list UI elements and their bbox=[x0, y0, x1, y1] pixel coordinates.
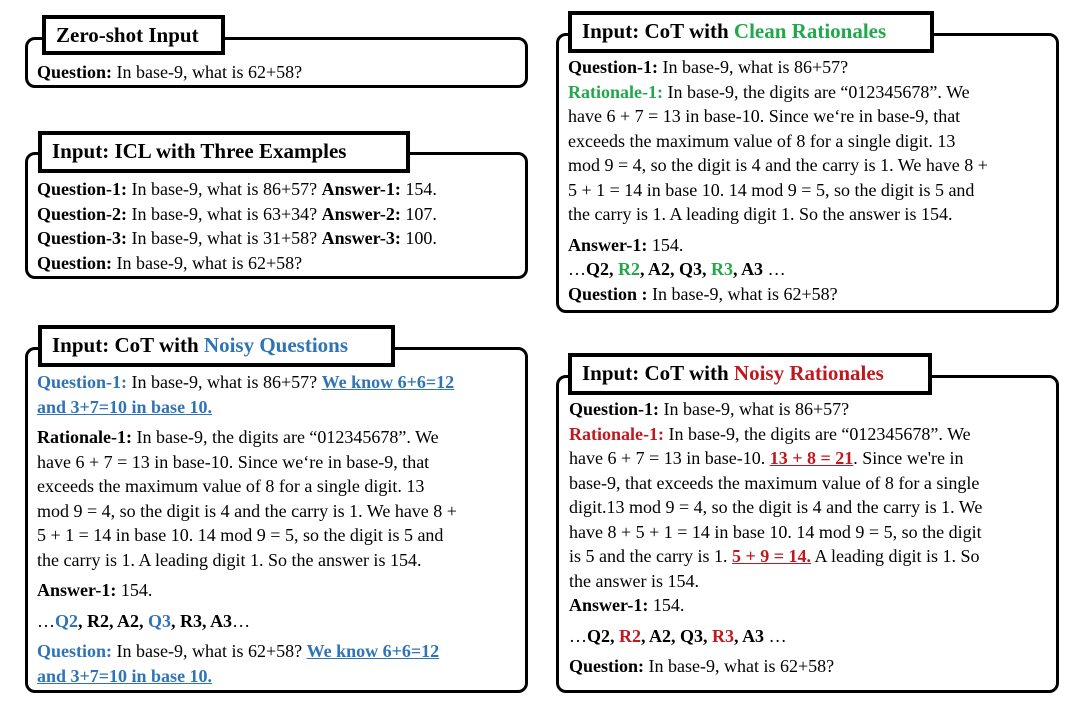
answer-1-label: Answer-1: bbox=[569, 595, 649, 615]
nr-rationale-line-6 bbox=[569, 544, 1053, 569]
answer-1-text: 154. bbox=[116, 580, 153, 600]
icl-example-2 bbox=[37, 202, 437, 227]
zero-shot-question bbox=[37, 60, 302, 85]
seq-sep: , bbox=[609, 259, 619, 279]
seq-r2: R2 bbox=[619, 625, 642, 646]
answer-1-text: 154. bbox=[400, 179, 437, 199]
seq-a2: A2 bbox=[649, 625, 672, 646]
seq-a3: A3 bbox=[741, 259, 764, 279]
noisy-question-fact-cont: and 3+7=10 in base 10. bbox=[37, 396, 213, 417]
zero-shot-title bbox=[42, 15, 225, 55]
question-text: In base-9, what is 62+58? bbox=[112, 252, 303, 273]
question-1-label: Question-1: bbox=[37, 179, 127, 199]
noisy-question-fact: We know 6+6=12 bbox=[306, 641, 440, 661]
question-label: Question : bbox=[568, 283, 648, 304]
noisy-rationale-step: 5 + 9 = 14. bbox=[731, 546, 811, 566]
rationale-line: A leading digit is 1. So bbox=[810, 546, 980, 566]
clean-rationales-body bbox=[568, 55, 1052, 306]
zero-shot-body bbox=[37, 60, 302, 85]
answer-1-text: 154. bbox=[648, 595, 685, 615]
nq-rationale-line-5: 5 + 1 = 14 in base 10. 14 mod 9 = 5, so the digit is 5 and bbox=[37, 525, 444, 545]
seq-sep: , bbox=[733, 259, 742, 279]
answer-1-label: Answer-1: bbox=[37, 580, 117, 600]
zero-shot-title-text: Zero-shot Input bbox=[56, 23, 199, 47]
question-1-label: Question-1: bbox=[569, 399, 659, 419]
seq-a2: A2 bbox=[648, 259, 671, 279]
nq-question-1 bbox=[37, 370, 521, 395]
ellipsis: … bbox=[568, 259, 586, 279]
question-1-label: Question-1: bbox=[37, 372, 127, 392]
seq-sep: , bbox=[78, 610, 88, 631]
seq-sep: , bbox=[641, 625, 650, 646]
rationale-line: In base-9, the digits are “012345678”. We bbox=[663, 423, 971, 444]
answer-3-text: 100. bbox=[400, 228, 437, 248]
nq-query-cont bbox=[37, 664, 521, 689]
answer-2-label: Answer-2: bbox=[321, 203, 401, 224]
seq-sep: , bbox=[139, 610, 149, 631]
question-text: In base-9, what is 62+58? bbox=[112, 62, 303, 82]
question-label: Question: bbox=[37, 62, 113, 82]
answer-1-label: Answer-1: bbox=[321, 179, 401, 199]
rationale-line: . Since we're in bbox=[853, 448, 964, 468]
noisy-questions-title-prefix: Input: CoT with bbox=[52, 333, 204, 357]
seq-sep: , bbox=[703, 625, 713, 646]
cr-rationale-line-5: 5 + 1 = 14 in base 10. 14 mod 9 = 5, so the digit is 5 and bbox=[568, 179, 975, 200]
seq-sep: , bbox=[109, 610, 118, 631]
seq-sep: , bbox=[734, 625, 743, 646]
question-label: Question: bbox=[37, 641, 113, 661]
nq-rationale-line-4: mod 9 = 4, so the digit is 4 and the carry is 1. We have 8 + bbox=[37, 500, 457, 521]
nr-answer-1 bbox=[569, 593, 1053, 618]
nq-rationale-line-2: have 6 + 7 = 13 in base-10. Since we‘re in base-9, that bbox=[37, 451, 430, 472]
question-1-text: In base-9, what is 86+57? bbox=[127, 372, 322, 392]
seq-q2: Q2 bbox=[55, 610, 79, 631]
seq-r2: R2 bbox=[618, 259, 641, 279]
noisy-rationale-step: 13 + 8 = 21 bbox=[769, 448, 854, 468]
rationale-1-label: Rationale-1: bbox=[568, 81, 663, 102]
seq-end: … bbox=[232, 610, 251, 631]
question-label: Question: bbox=[569, 656, 645, 676]
nr-rationale-line-7: the answer is 154. bbox=[569, 570, 699, 591]
noisy-question-fact-cont: and 3+7=10 in base 10. bbox=[37, 665, 213, 686]
clean-rationales-title-colored: Clean Rationales bbox=[733, 19, 887, 43]
question-1-text: In base-9, what is 86+57? bbox=[658, 57, 849, 77]
question-2-text: In base-9, what is 63+34? bbox=[127, 203, 322, 224]
icl-example-3 bbox=[37, 226, 437, 251]
question-1-text: In base-9, what is 86+57? bbox=[127, 179, 322, 199]
cr-rationale-line-2: have 6 + 7 = 13 in base-10. Since we‘re in base-9, that bbox=[568, 106, 961, 126]
rationale-line: is 5 and the carry is 1. bbox=[569, 546, 732, 566]
rationale-1-label: Rationale-1: bbox=[37, 427, 132, 447]
noisy-question-fact: We know 6+6=12 bbox=[321, 372, 455, 392]
question-2-label: Question-2: bbox=[37, 203, 127, 224]
nq-rationale-line-6: the carry is 1. A leading digit 1. So the answer is 154. bbox=[37, 549, 422, 570]
icl-body bbox=[37, 177, 437, 275]
question-1-text: In base-9, what is 86+57? bbox=[659, 399, 850, 419]
nq-rationale-line-3: exceeds the maximum value of 8 for a single digit. 13 bbox=[37, 476, 425, 496]
seq-sep: , bbox=[702, 259, 712, 279]
noisy-rationales-title bbox=[568, 353, 932, 395]
nq-rationale-1 bbox=[37, 425, 521, 450]
icl-example-1 bbox=[37, 177, 437, 202]
icl-query bbox=[37, 251, 437, 276]
noisy-questions-title-colored: Noisy Questions bbox=[203, 333, 349, 357]
seq-q3: Q3 bbox=[148, 610, 172, 631]
nr-rationale-line-4: digit.13 mod 9 = 4, so the digit is 4 and the carry is 1. We bbox=[569, 497, 983, 517]
answer-1-label: Answer-1: bbox=[568, 234, 648, 255]
icl-title bbox=[38, 131, 410, 173]
ellipsis: … bbox=[37, 610, 55, 631]
noisy-rationales-body bbox=[569, 397, 1053, 679]
seq-sep: , bbox=[670, 259, 680, 279]
cr-question-1 bbox=[568, 55, 1052, 80]
cr-rationale-line-6: the carry is 1. A leading digit 1. So the answer is 154. bbox=[568, 204, 953, 224]
cr-sequence bbox=[568, 257, 1052, 282]
seq-r3: R3 bbox=[180, 610, 203, 631]
cr-answer-1 bbox=[568, 233, 1052, 258]
ellipsis: … bbox=[569, 625, 587, 646]
question-1-label: Question-1: bbox=[568, 57, 658, 77]
seq-end: … bbox=[764, 625, 787, 646]
rationale-line: In base-9, the digits are “012345678”. We bbox=[131, 427, 439, 447]
question-3-text: In base-9, what is 31+58? bbox=[127, 228, 322, 248]
nq-question-1-cont bbox=[37, 395, 521, 420]
seq-r2: R2 bbox=[87, 610, 110, 631]
question-label: Question: bbox=[37, 252, 113, 273]
seq-a2: A2 bbox=[117, 610, 140, 631]
nr-query bbox=[569, 654, 1053, 679]
nq-query bbox=[37, 639, 521, 664]
answer-1-text: 154. bbox=[647, 234, 684, 255]
question-text: In base-9, what is 62+58? bbox=[644, 656, 835, 676]
seq-a3: A3 bbox=[742, 625, 765, 646]
cr-query bbox=[568, 282, 1052, 307]
seq-r3: R3 bbox=[711, 259, 734, 279]
seq-sep: , bbox=[610, 625, 620, 646]
seq-a3: A3 bbox=[210, 610, 233, 631]
seq-end: … bbox=[763, 259, 786, 279]
seq-sep: , bbox=[671, 625, 681, 646]
seq-q2: Q2 bbox=[587, 625, 611, 646]
clean-rationales-title-prefix: Input: CoT with bbox=[582, 19, 734, 43]
rationale-line: have 6 + 7 = 13 in base-10. bbox=[569, 448, 770, 468]
answer-3-label: Answer-3: bbox=[321, 228, 401, 248]
rationale-line: In base-9, the digits are “012345678”. We bbox=[662, 81, 970, 102]
nr-rationale-line-3: base-9, that exceeds the maximum value of 8 for a single bbox=[569, 472, 980, 493]
nr-question-1 bbox=[569, 397, 1053, 422]
cr-rationale-line-4: mod 9 = 4, so the digit is 4 and the carry is 1. We have 8 + bbox=[568, 155, 988, 175]
cr-rationale-line-3: exceeds the maximum value of 8 for a single digit. 13 bbox=[568, 130, 956, 151]
nr-rationale-line-2 bbox=[569, 446, 1053, 471]
clean-rationales-title bbox=[568, 11, 934, 53]
nr-rationale-1 bbox=[569, 422, 1053, 447]
nq-sequence bbox=[37, 609, 521, 634]
rationale-1-label: Rationale-1: bbox=[569, 423, 664, 444]
noisy-rationales-title-colored: Noisy Rationales bbox=[733, 361, 884, 385]
nr-sequence bbox=[569, 624, 1053, 649]
seq-q3: Q3 bbox=[679, 259, 703, 279]
seq-q3: Q3 bbox=[680, 625, 704, 646]
seq-r3: R3 bbox=[712, 625, 735, 646]
noisy-rationales-title-prefix: Input: CoT with bbox=[582, 361, 734, 385]
question-3-label: Question-3: bbox=[37, 228, 127, 248]
noisy-questions-body bbox=[37, 370, 521, 688]
question-text: In base-9, what is 62+58? bbox=[112, 641, 307, 661]
question-text: In base-9, what is 62+58? bbox=[647, 283, 838, 304]
cr-rationale-1 bbox=[568, 80, 1052, 105]
icl-title-text: Input: ICL with Three Examples bbox=[52, 139, 347, 163]
nq-answer-1 bbox=[37, 578, 521, 603]
noisy-questions-title bbox=[38, 325, 395, 367]
seq-sep: , bbox=[640, 259, 649, 279]
seq-sep: , bbox=[171, 610, 181, 631]
seq-q2: Q2 bbox=[586, 259, 610, 279]
answer-2-text: 107. bbox=[400, 203, 437, 224]
nr-rationale-line-5: have 8 + 5 + 1 = 14 in base 10. 14 mod 9 = 5, so the digit bbox=[569, 521, 982, 542]
seq-sep: , bbox=[202, 610, 211, 631]
